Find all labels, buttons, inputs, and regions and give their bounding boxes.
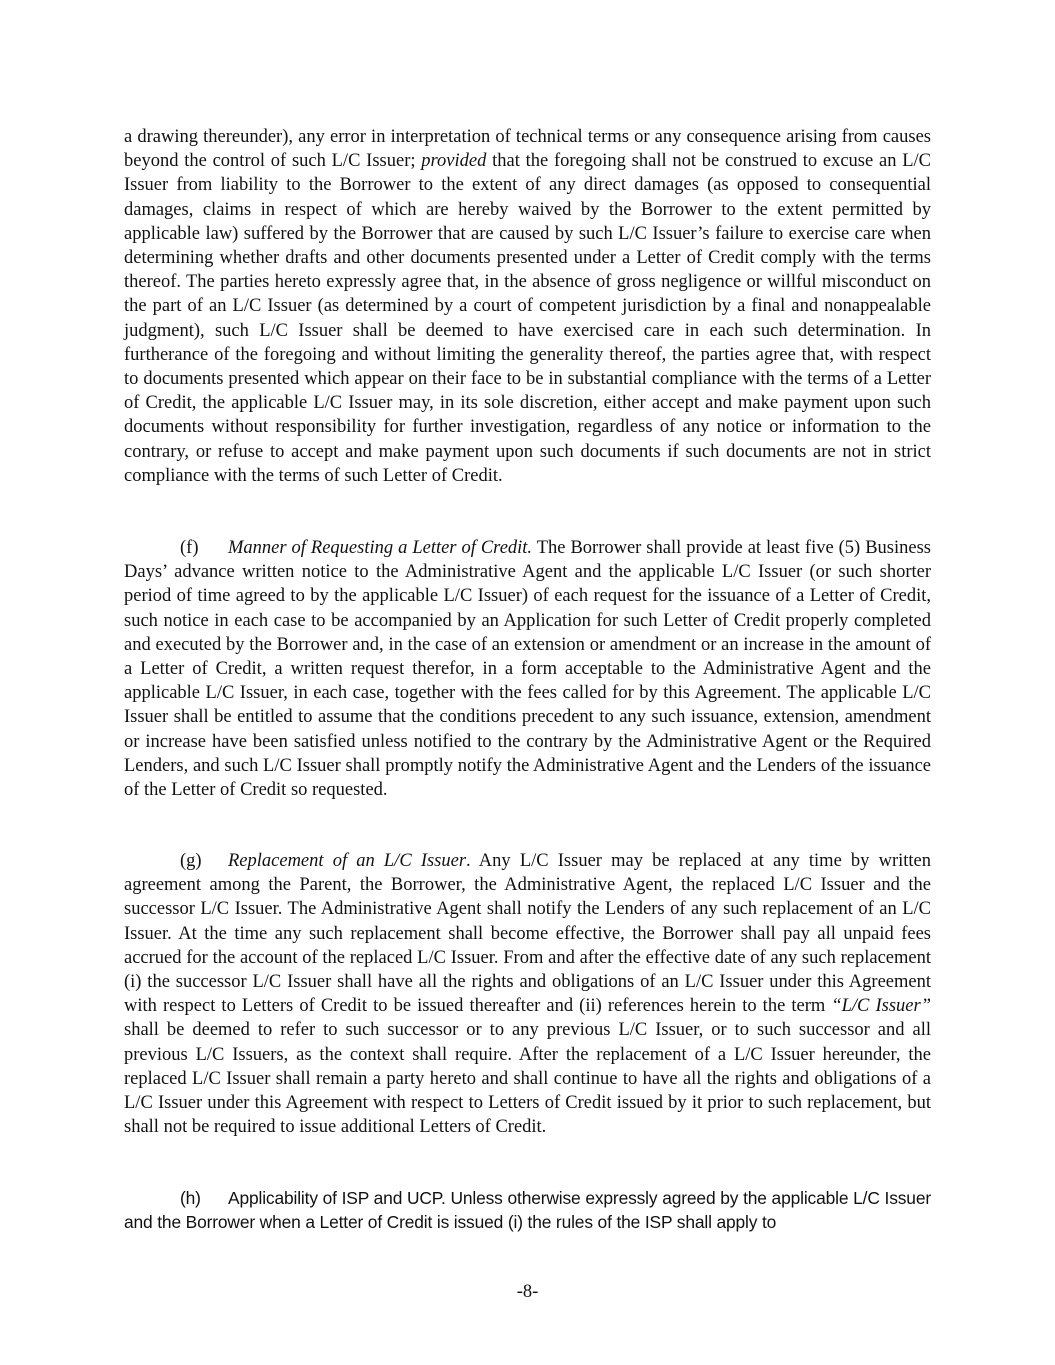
paragraph-e-text-2: that the foregoing shall not be construed to excuse an L/C Issuer from liability to the Borrower to the extent of any direct damages (as opposed to consequential damages, claims in respect of which are hereby waived by the Borrower to the extent permitted by applicable law) suffered by the Borrower that are caused by such L/C Issuer’s failure to exercise care when determining whether drafts and other documents presented under a Letter of Credit comply with the terms thereof. The parties hereto expressly agree that, in the absence of gross negligence or willful misconduct on the part of an L/C Issuer (as determined by a court of competent jurisdiction by a final and nonappealable judgment), such L/C Issuer shall be deemed to have exercised care in each such determination. In furtherance of the foregoing and without limiting the generality thereof, the parties agree that, with respect to documents presented which appear on their face to be in substantial compliance with the terms of a Letter of Credit, the applicable L/C Issuer may, in its sole discretion, either accept and make payment upon such documents without responsibility for further investigation, regardless of any notice or information to the contrary, or refuse to accept and make payment upon such documents if such documents are not in strict compliance with the terms of such Letter of Credit. [124, 151, 931, 486]
paragraph-h-body: Applicability of ISP and UCP. Unless otherwise expressly agreed by the applicable L/C Issuer and the Borrower when a Letter of Credit is issued (i) the rules of the ISP shall apply to [124, 1188, 931, 1232]
paragraph-g-label: (g) [180, 851, 202, 871]
l-c-issuer-term: “L/C Issuer” [831, 996, 931, 1017]
paragraph-h [124, 1186, 931, 1234]
provided-term: provided [421, 151, 487, 172]
paragraph-g-body-1: . Any L/C Issuer may be replaced at any time by written agreement among the Parent, the Borrower, the Administrative Agent, the replaced L/C Issuer and the successor L/C Issuer. The Administrative Agent shall notify the Lenders of any such replacement of an L/C Issuer. At the time any such replacement shall become effective, the Borrower shall pay all unpaid fees accrued for the account of the replaced L/C Issuer. From and after the effective date of any such replacement (i) the successor L/C Issuer shall have all the rights and obligations of an L/C Issuer under this Agreement with respect to Letters of Credit to be issued thereafter and (ii) references herein to the term [124, 851, 931, 1017]
paragraph-e-continuation [124, 125, 931, 488]
paragraph-g [124, 849, 931, 1139]
paragraph-f-body: The Borrower shall provide at least five (5) Business Days’ advance written notice to the Administrative Agent and the applicable L/C Issuer (or such shorter period of time agreed to by the applicable L/C Issuer) of each request for the issuance of a Letter of Credit, such notice in each case to be accompanied by an Application for such Letter of Credit properly completed and executed by the Borrower and, in the case of an extension or amendment or an increase in the amount of a Letter of Credit, a written request therefor, in a form acceptable to the Administrative Agent and the applicable L/C Issuer, in each case, together with the fees called for by this Agreement. The applicable L/C Issuer shall be entitled to assume that the conditions precedent to any such issuance, extension, amendment or increase have been satisfied unless notified to the contrary by the Administrative Agent or the Required Lenders, and such L/C Issuer shall promptly notify the Administrative Agent and the Lenders of the issuance of the Letter of Credit so requested. [124, 538, 931, 801]
paragraph-f-label: (f) [180, 538, 199, 558]
paragraph-e-text-1: a drawing thereunder), any error in interpretation of technical terms or any consequence arising from causes beyond the control of such L/C Issuer; [124, 127, 931, 172]
page-number: -8- [516, 1282, 539, 1302]
paragraph-h-label: (h) [180, 1188, 201, 1208]
paragraph-f [124, 536, 931, 802]
paragraph-f-caption: Manner of Requesting a Letter of Credit. [228, 538, 533, 558]
paragraph-g-caption: Replacement of an L/C Issuer [228, 851, 467, 871]
paragraph-g-body-2: shall be deemed to refer to such successor or to any previous L/C Issuer, or to such successor and all previous L/C Issuers, as the context shall require. After the replacement of a L/C Issuer hereunder, the replaced L/C Issuer shall remain a party hereto and shall continue to have all the rights and obligations of a L/C Issuer under this Agreement with respect to Letters of Credit issued by it prior to such replacement, but shall not be required to issue additional Letters of Credit. [124, 1020, 931, 1138]
